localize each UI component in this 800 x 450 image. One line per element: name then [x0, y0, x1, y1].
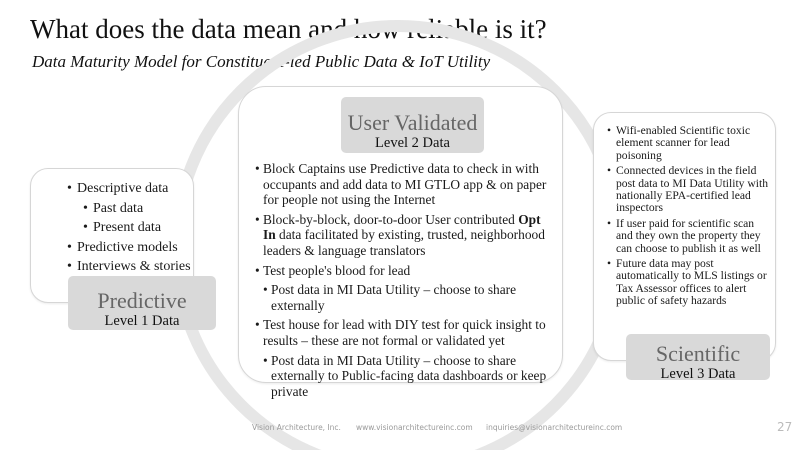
list-item: • Present data — [93, 218, 191, 238]
level-3-level: Level 3 Data — [660, 366, 736, 382]
level-2-name: User Validated — [347, 110, 478, 135]
opt-in-emphasis: Opt In — [263, 211, 541, 243]
level-1-label — [68, 276, 216, 330]
footer-email[interactable]: inquiries@visionarchitectureinc.com — [486, 423, 623, 432]
slide-title: What does the data mean and how reliable is it? — [30, 14, 547, 44]
footer-website[interactable]: www.visionarchitectureinc.com — [356, 423, 473, 432]
list-item: • If user paid for scientific scan and they own the property they can choose to publish it as well — [616, 218, 769, 255]
list-item: • Past data — [93, 199, 191, 219]
list-item: • Test house for lead with DIY test for quick insight to results – these are not formal or validated yet — [263, 317, 552, 348]
list-item: • Predictive models — [77, 238, 191, 258]
page-number: 27 — [777, 420, 793, 434]
level-2-bullet-list — [263, 161, 552, 403]
footer-company: Vision Architecture, Inc. — [252, 423, 341, 432]
list-item: • Future data may post automatically to MLS listings or Tax Assessor offices to alert public of safety hazards — [616, 258, 769, 308]
level-3-content-box — [593, 112, 776, 361]
level-3-name: Scientific — [655, 341, 741, 366]
level-1-name: Predictive — [97, 288, 187, 313]
list-item: • Connected devices in the field post data to MI Data Utility with nationally EPA-certified lead inspectors — [616, 165, 769, 215]
level-1-level: Level 1 Data — [104, 313, 180, 329]
level-3-label — [626, 334, 770, 380]
list-item: • Post data in MI Data Utility – choose to share externally to Public-facing data dashboards or keep private — [271, 353, 552, 400]
level-1-bullet-list — [77, 179, 191, 277]
list-item: • Post data in MI Data Utility – choose to share externally — [271, 282, 552, 313]
list-item: • Block Captains use Predictive data to check in with occupants and add data to MI GTLO app & on paper for people not using the Internet — [263, 161, 552, 208]
list-item: • Wifi-enabled Scientific toxic element scanner for lead poisoning — [616, 125, 769, 162]
level-2-level: Level 2 Data — [375, 135, 450, 151]
slide-subtitle: Data Maturity Model for Constituent-led Public Data & IoT Utility — [32, 52, 491, 71]
list-item: • Interviews & stories — [77, 257, 191, 277]
level-2-label — [341, 97, 484, 153]
list-item: • Block-by-block, door-to-door User contributed Opt In data facilitated by existing, trusted, neighborhood leaders & language translators — [263, 212, 552, 259]
level-3-bullet-list — [616, 125, 769, 311]
list-item: • Descriptive data — [77, 179, 191, 199]
list-item: • Test people's blood for lead — [263, 263, 552, 279]
